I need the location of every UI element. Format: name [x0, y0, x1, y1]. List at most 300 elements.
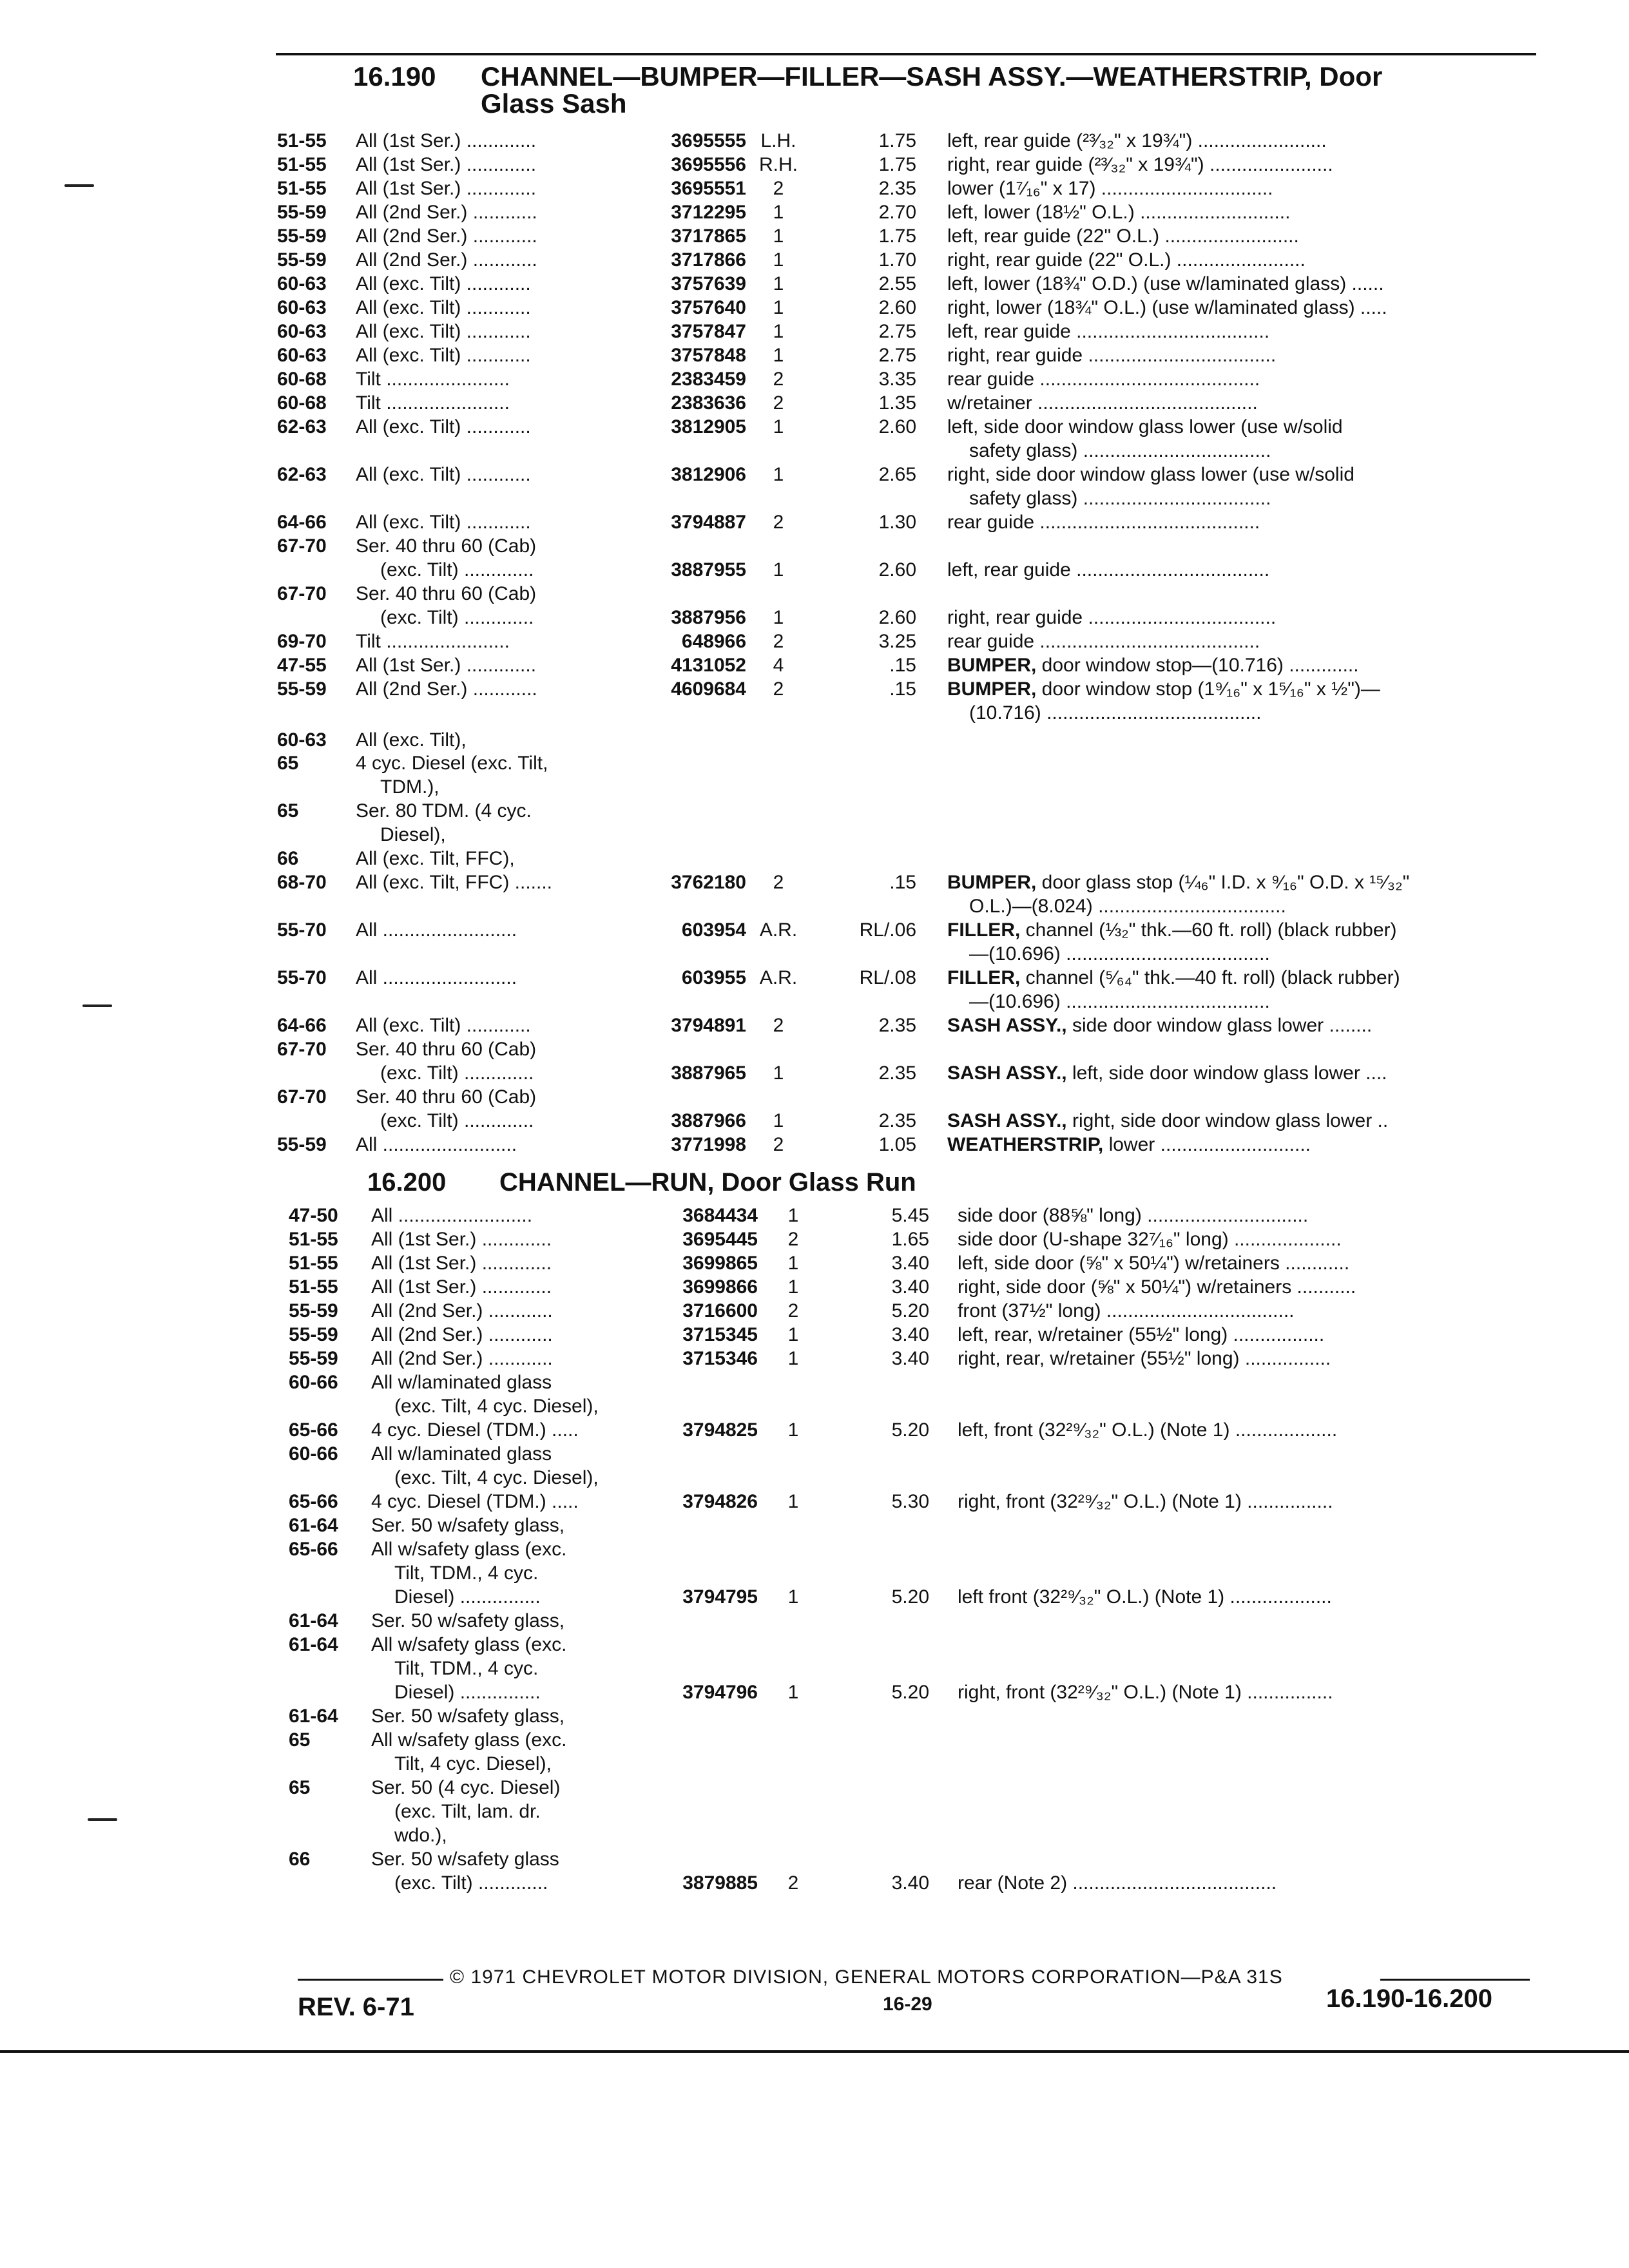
- price: .15: [889, 655, 916, 676]
- year-range: 60-63: [277, 297, 327, 318]
- model-applicability: 4 cyc. Diesel (TDM.) .....: [371, 1491, 579, 1512]
- year-range: 47-55: [277, 655, 327, 676]
- year-range: 60-66: [289, 1443, 338, 1465]
- table-row: [0, 463, 1629, 486]
- model-applicability: All (exc. Tilt) ............: [356, 464, 531, 485]
- year-range: 62-63: [277, 464, 327, 485]
- year-range: 55-59: [277, 202, 327, 223]
- part-number: 3695551: [671, 178, 746, 199]
- model-applicability: All (1st Ser.) .............: [356, 154, 537, 175]
- model-applicability: All .........................: [356, 967, 517, 988]
- table-row: [0, 1823, 1629, 1847]
- quantity: 1: [773, 1110, 784, 1131]
- table-row: [0, 320, 1629, 343]
- model-applicability: All (2nd Ser.) ............: [371, 1300, 553, 1321]
- price: 5.20: [891, 1419, 929, 1441]
- year-range: 68-70: [277, 872, 327, 893]
- part-number: 3715345: [682, 1324, 758, 1345]
- price: 5.20: [891, 1300, 929, 1321]
- model-applicability: All (1st Ser.) .............: [356, 655, 537, 676]
- part-number: 2383459: [671, 369, 746, 390]
- year-range: 51-55: [289, 1229, 338, 1250]
- table-row: [0, 894, 1629, 918]
- year-range: 55-59: [289, 1300, 338, 1321]
- table-row: [0, 582, 1629, 606]
- description: FILLER, channel (⁵⁄₆₄" thk.—40 ft. roll) (black rubber): [947, 967, 1400, 988]
- model-applicability: Ser. 50 w/safety glass,: [371, 1515, 565, 1536]
- quantity: 2: [773, 512, 784, 533]
- description: left, rear guide ....................................: [947, 559, 1270, 581]
- quantity: 2: [787, 1300, 799, 1321]
- description: rear guide .........................................: [947, 512, 1260, 533]
- table-row: [0, 1466, 1629, 1490]
- quantity: A.R.: [759, 919, 798, 941]
- year-range: 64-66: [277, 1015, 327, 1036]
- year-range: 66: [289, 1849, 311, 1870]
- table-row: [0, 1871, 1629, 1895]
- section-title: CHANNEL—BUMPER—FILLER—SASH ASSY.—WEATHERSTRIP, Door: [481, 61, 1383, 91]
- year-range: 55-59: [277, 226, 327, 247]
- year-range: 55-70: [277, 919, 327, 941]
- table-row: [0, 1776, 1629, 1800]
- model-applicability: All (exc. Tilt),: [356, 729, 467, 751]
- model-applicability: (exc. Tilt) .............: [394, 1872, 548, 1894]
- price: 2.60: [878, 416, 916, 437]
- model-applicability: (exc. Tilt) .............: [380, 1110, 534, 1131]
- price: 5.20: [891, 1682, 929, 1703]
- model-applicability: (exc. Tilt) .............: [380, 1062, 534, 1084]
- section-range: 16.190-16.200: [1326, 1984, 1493, 2013]
- year-range: 61-64: [289, 1706, 338, 1727]
- part-number: 3695555: [671, 130, 746, 151]
- quantity: 1: [773, 273, 784, 294]
- model-applicability: All (1st Ser.) .............: [371, 1276, 552, 1298]
- quantity: 1: [773, 249, 784, 271]
- table-row: [0, 486, 1629, 510]
- year-range: 60-63: [277, 729, 327, 751]
- table-row: [0, 1800, 1629, 1823]
- table-row: [0, 1752, 1629, 1776]
- section-16190-heading-line2: [481, 90, 626, 117]
- section-number: 16.190: [353, 61, 436, 91]
- section-title: CHANNEL—RUN, Door Glass Run: [499, 1168, 916, 1196]
- price: 1.75: [878, 154, 916, 175]
- model-applicability: Diesel) ...............: [394, 1586, 541, 1608]
- year-range: 55-59: [277, 678, 327, 700]
- quantity: 1: [773, 1062, 784, 1084]
- price: 1.30: [878, 512, 916, 533]
- model-applicability: 4 cyc. Diesel (exc. Tilt,: [356, 753, 548, 774]
- description: WEATHERSTRIP, lower ............................: [947, 1134, 1311, 1155]
- year-range: 65-66: [289, 1491, 338, 1512]
- year-range: 66: [277, 848, 299, 869]
- quantity: 1: [773, 226, 784, 247]
- quantity: 2: [773, 678, 784, 700]
- price: 3.35: [878, 369, 916, 390]
- description: safety glass) ...................................: [969, 488, 1271, 509]
- table-row: [0, 272, 1629, 296]
- quantity: 1: [787, 1682, 799, 1703]
- year-range: 61-64: [289, 1610, 338, 1631]
- table-row: [0, 1347, 1629, 1370]
- section-16190-heading: [353, 63, 1382, 90]
- table-row: [0, 1227, 1629, 1251]
- year-range: 55-59: [277, 1134, 327, 1155]
- year-range: 62-63: [277, 416, 327, 437]
- price: 2.35: [878, 1110, 916, 1131]
- model-applicability: All .........................: [356, 1134, 517, 1155]
- binder-hole-mark: [64, 184, 94, 187]
- quantity: 2: [773, 1015, 784, 1036]
- quantity: A.R.: [759, 967, 798, 988]
- quantity: 4: [773, 655, 784, 676]
- price: 3.40: [891, 1324, 929, 1345]
- model-applicability: Diesel),: [380, 824, 446, 845]
- part-number: 3794825: [682, 1419, 758, 1441]
- price: .15: [889, 872, 916, 893]
- year-range: 60-68: [277, 392, 327, 414]
- description: side door (88⅝" long) ..............................: [958, 1205, 1309, 1226]
- quantity: 2: [787, 1229, 799, 1250]
- model-applicability: Ser. 40 thru 60 (Cab): [356, 583, 537, 604]
- top-rule: [276, 53, 1536, 55]
- description: BUMPER, door window stop—(10.716) .............: [947, 655, 1359, 676]
- model-applicability: (exc. Tilt, 4 cyc. Diesel),: [394, 1467, 599, 1488]
- section-title-cont: Glass Sash: [481, 88, 627, 119]
- model-applicability: Ser. 50 w/safety glass,: [371, 1706, 565, 1727]
- table-row: [0, 1514, 1629, 1537]
- year-range: 60-63: [277, 321, 327, 342]
- model-applicability: Tilt, 4 cyc. Diesel),: [394, 1753, 552, 1774]
- model-applicability: All (1st Ser.) .............: [356, 178, 537, 199]
- description: FILLER, channel (⅓₂" thk.—60 ft. roll) (black rubber): [947, 919, 1397, 941]
- model-applicability: Tilt .......................: [356, 631, 510, 652]
- table-row: [0, 751, 1629, 775]
- model-applicability: All w/safety glass (exc.: [371, 1539, 567, 1560]
- year-range: 55-59: [277, 249, 327, 271]
- table-row: [0, 606, 1629, 629]
- table-row: [0, 799, 1629, 823]
- description: right, rear guide (²³⁄₃₂" x 19¾") .......................: [947, 154, 1333, 175]
- description: (10.716) ........................................: [969, 702, 1262, 724]
- description: safety glass) ...................................: [969, 440, 1271, 461]
- model-applicability: All (2nd Ser.) ............: [356, 678, 537, 700]
- price: 1.35: [878, 392, 916, 414]
- price: 2.65: [878, 464, 916, 485]
- quantity: 1: [773, 297, 784, 318]
- table-row: [0, 823, 1629, 847]
- model-applicability: All (exc. Tilt) ............: [356, 321, 531, 342]
- part-number: 3887955: [671, 559, 746, 581]
- description: right, rear guide (22" O.L.) ........................: [947, 249, 1306, 271]
- quantity: 2: [773, 392, 784, 414]
- price: 2.35: [878, 1015, 916, 1036]
- part-number: 3794891: [671, 1015, 746, 1036]
- price: 3.40: [891, 1276, 929, 1298]
- year-range: 65-66: [289, 1539, 338, 1560]
- table-row: [0, 1061, 1629, 1085]
- table-row: [0, 1299, 1629, 1323]
- part-number: 3812905: [671, 416, 746, 437]
- model-applicability: All (2nd Ser.) ............: [371, 1324, 553, 1345]
- model-applicability: All (1st Ser.) .............: [371, 1229, 552, 1250]
- table-row: [0, 439, 1629, 463]
- description: BUMPER, door glass stop (¼₆" I.D. x ⁹⁄₁₆" O.D. x ¹⁵⁄₃₂": [947, 872, 1410, 893]
- part-number: 3762180: [671, 872, 746, 893]
- quantity: R.H.: [759, 154, 798, 175]
- part-number: 4609684: [671, 678, 746, 700]
- description: right, lower (18¾" O.L.) (use w/laminated glass) .....: [947, 297, 1387, 318]
- part-number: 3757640: [671, 297, 746, 318]
- table-row: [0, 296, 1629, 320]
- quantity: L.H.: [760, 130, 796, 151]
- price: RL/.06: [859, 919, 916, 941]
- description: w/retainer .........................................: [947, 392, 1258, 414]
- price: 1.70: [878, 249, 916, 271]
- model-applicability: Ser. 50 w/safety glass: [371, 1849, 559, 1870]
- quantity: 1: [787, 1491, 799, 1512]
- part-number: 3717866: [671, 249, 746, 271]
- model-applicability: All (exc. Tilt, FFC) .......: [356, 872, 553, 893]
- table-row: [0, 775, 1629, 799]
- part-number: 3757639: [671, 273, 746, 294]
- table-row: [0, 1847, 1629, 1871]
- part-number: 603955: [681, 967, 746, 988]
- description: SASH ASSY., side door window glass lower ........: [947, 1015, 1373, 1036]
- table-row: [0, 1704, 1629, 1728]
- part-number: 3771998: [671, 1134, 746, 1155]
- page-number: 16-29: [883, 1994, 932, 2015]
- table-row: [0, 1609, 1629, 1633]
- quantity: 2: [773, 1134, 784, 1155]
- year-range: 69-70: [277, 631, 327, 652]
- part-number: 603954: [681, 919, 746, 941]
- table-row: [0, 1537, 1629, 1561]
- model-applicability: All (exc. Tilt) ............: [356, 416, 531, 437]
- description: rear guide .........................................: [947, 369, 1260, 390]
- year-range: 55-59: [289, 1324, 338, 1345]
- part-number: 3695556: [671, 154, 746, 175]
- table-row: [0, 1418, 1629, 1442]
- year-range: 51-55: [289, 1253, 338, 1274]
- quantity: 1: [773, 559, 784, 581]
- price: 1.75: [878, 226, 916, 247]
- table-row: [0, 1490, 1629, 1514]
- part-number: 3715346: [682, 1348, 758, 1369]
- price: 1.65: [891, 1229, 929, 1250]
- price: 5.30: [891, 1491, 929, 1512]
- part-number: 3699866: [682, 1276, 758, 1298]
- year-range: 67-70: [277, 535, 327, 557]
- table-row: [0, 224, 1629, 248]
- price: 2.60: [878, 297, 916, 318]
- model-applicability: All (exc. Tilt) ............: [356, 512, 531, 533]
- description: lower (1⁷⁄₁₆" x 17) ................................: [947, 178, 1273, 199]
- bottom-rule: [0, 2050, 1629, 2053]
- model-applicability: Ser. 40 thru 60 (Cab): [356, 535, 537, 557]
- model-applicability: All (exc. Tilt) ............: [356, 273, 531, 294]
- table-row: [0, 1109, 1629, 1133]
- table-row: [0, 1085, 1629, 1109]
- model-applicability: Ser. 50 w/safety glass,: [371, 1610, 565, 1631]
- quantity: 1: [773, 202, 784, 223]
- quantity: 1: [787, 1253, 799, 1274]
- table-row: [0, 1275, 1629, 1299]
- model-applicability: Tilt, TDM., 4 cyc.: [394, 1658, 539, 1679]
- year-range: 55-59: [289, 1348, 338, 1369]
- table-row: [0, 1133, 1629, 1157]
- description: right, side door (⅝" x 50¼") w/retainers ...........: [958, 1276, 1356, 1298]
- table-row: [0, 177, 1629, 200]
- quantity: 1: [787, 1276, 799, 1298]
- description: SASH ASSY., right, side door window glass lower ..: [947, 1110, 1389, 1131]
- quantity: 2: [773, 872, 784, 893]
- year-range: 47-50: [289, 1205, 338, 1226]
- model-applicability: All (exc. Tilt) ............: [356, 297, 531, 318]
- year-range: 51-55: [277, 178, 327, 199]
- description: BUMPER, door window stop (1⁹⁄₁₆" x 1⁵⁄₁₆" x ½")—: [947, 678, 1380, 700]
- price: 2.75: [878, 321, 916, 342]
- table-row: [0, 1323, 1629, 1347]
- year-range: 51-55: [277, 154, 327, 175]
- year-range: 60-68: [277, 369, 327, 390]
- model-applicability: All .........................: [356, 919, 517, 941]
- model-applicability: Tilt .......................: [356, 392, 510, 414]
- table-row: [0, 1680, 1629, 1704]
- description: left, front (32²⁹⁄₃₂" O.L.) (Note 1) ...................: [958, 1419, 1338, 1441]
- price: 3.40: [891, 1348, 929, 1369]
- part-number: 3717865: [671, 226, 746, 247]
- year-range: 55-70: [277, 967, 327, 988]
- table-row: [0, 129, 1629, 153]
- model-applicability: All .........................: [371, 1205, 533, 1226]
- description: rear (Note 2) ......................................: [958, 1872, 1277, 1894]
- model-applicability: All (1st Ser.) .............: [356, 130, 537, 151]
- description: left, rear guide (²³⁄₃₂" x 19¾") ........................: [947, 130, 1327, 151]
- table-row: [0, 942, 1629, 966]
- description: right, rear guide ...................................: [947, 607, 1277, 628]
- table-row: [0, 870, 1629, 894]
- part-number: 3794795: [682, 1586, 758, 1608]
- part-number: 3757848: [671, 345, 746, 366]
- model-applicability: Ser. 40 thru 60 (Cab): [356, 1039, 537, 1060]
- quantity: 1: [787, 1324, 799, 1345]
- model-applicability: wdo.),: [394, 1825, 447, 1846]
- price: 2.35: [878, 1062, 916, 1084]
- year-range: 51-55: [289, 1276, 338, 1298]
- description: right, rear guide ...................................: [947, 345, 1277, 366]
- description: left, rear guide (22" O.L.) .........................: [947, 226, 1299, 247]
- price: 2.35: [878, 178, 916, 199]
- part-number: 3794826: [682, 1491, 758, 1512]
- year-range: 61-64: [289, 1515, 338, 1536]
- quantity: 1: [773, 607, 784, 628]
- table-row: [0, 1442, 1629, 1466]
- quantity: 1: [787, 1205, 799, 1226]
- part-number: 3712295: [671, 202, 746, 223]
- price: 2.70: [878, 202, 916, 223]
- price: 2.60: [878, 559, 916, 581]
- price: 5.45: [891, 1205, 929, 1226]
- description: left, side door window glass lower (use w/solid: [947, 416, 1343, 437]
- table-row: [0, 847, 1629, 870]
- table-row: [0, 200, 1629, 224]
- price: 2.75: [878, 345, 916, 366]
- table-row: [0, 343, 1629, 367]
- description: left front (32²⁹⁄₃₂" O.L.) (Note 1) ...................: [958, 1586, 1332, 1608]
- table-row: [0, 415, 1629, 439]
- table-row: [0, 728, 1629, 752]
- model-applicability: Ser. 80 TDM. (4 cyc.: [356, 800, 532, 822]
- part-number: 3879885: [682, 1872, 758, 1894]
- quantity: 1: [773, 345, 784, 366]
- description: left, side door (⅝" x 50¼") w/retainers ............: [958, 1253, 1350, 1274]
- description: front (37½" long) ...................................: [958, 1300, 1295, 1321]
- price: 2.55: [878, 273, 916, 294]
- table-row: [0, 918, 1629, 942]
- table-row: [0, 558, 1629, 582]
- description: right, front (32²⁹⁄₃₂" O.L.) (Note 1) ................: [958, 1682, 1333, 1703]
- part-number: 4131052: [671, 655, 746, 676]
- quantity: 1: [787, 1586, 799, 1608]
- part-number: 3794887: [671, 512, 746, 533]
- year-range: 65: [277, 753, 299, 774]
- year-range: 65: [277, 800, 299, 822]
- table-row: [0, 1370, 1629, 1394]
- year-range: 67-70: [277, 583, 327, 604]
- footer-rule-left: [298, 1979, 443, 1981]
- model-applicability: Diesel) ...............: [394, 1682, 541, 1703]
- quantity: 2: [773, 369, 784, 390]
- year-range: 61-64: [289, 1634, 338, 1655]
- table-row: [0, 248, 1629, 272]
- model-applicability: (exc. Tilt) .............: [380, 607, 534, 628]
- quantity: 2: [773, 631, 784, 652]
- table-row: [0, 1037, 1629, 1061]
- price: 3.40: [891, 1872, 929, 1894]
- price: 3.25: [878, 631, 916, 652]
- part-number: 3684434: [682, 1205, 758, 1226]
- price: RL/.08: [859, 967, 916, 988]
- table-row: [0, 677, 1629, 701]
- part-number: 3716600: [682, 1300, 758, 1321]
- part-number: 3887966: [671, 1110, 746, 1131]
- table-row: [0, 1633, 1629, 1657]
- table-row: [0, 510, 1629, 534]
- model-applicability: (exc. Tilt) .............: [380, 559, 534, 581]
- price: .15: [889, 678, 916, 700]
- model-applicability: All (2nd Ser.) ............: [356, 202, 537, 223]
- price: 5.20: [891, 1586, 929, 1608]
- year-range: 60-63: [277, 273, 327, 294]
- model-applicability: All (2nd Ser.) ............: [371, 1348, 553, 1369]
- quantity: 1: [787, 1419, 799, 1441]
- table-row: [0, 153, 1629, 177]
- quantity: 2: [787, 1872, 799, 1894]
- table-row: [0, 534, 1629, 558]
- table-row: [0, 701, 1629, 725]
- binder-hole-mark: [82, 1004, 112, 1007]
- description: left, lower (18¾" O.D.) (use w/laminated glass) ......: [947, 273, 1384, 294]
- description: side door (U-shape 32⁷⁄₁₆" long) ....................: [958, 1229, 1342, 1250]
- year-range: 65: [289, 1729, 311, 1751]
- part-number: 3887956: [671, 607, 746, 628]
- description: —(10.696) ......................................: [969, 991, 1270, 1012]
- section-16200-heading: [367, 1169, 916, 1195]
- quantity: 1: [787, 1348, 799, 1369]
- part-number: 3812906: [671, 464, 746, 485]
- quantity: 1: [773, 464, 784, 485]
